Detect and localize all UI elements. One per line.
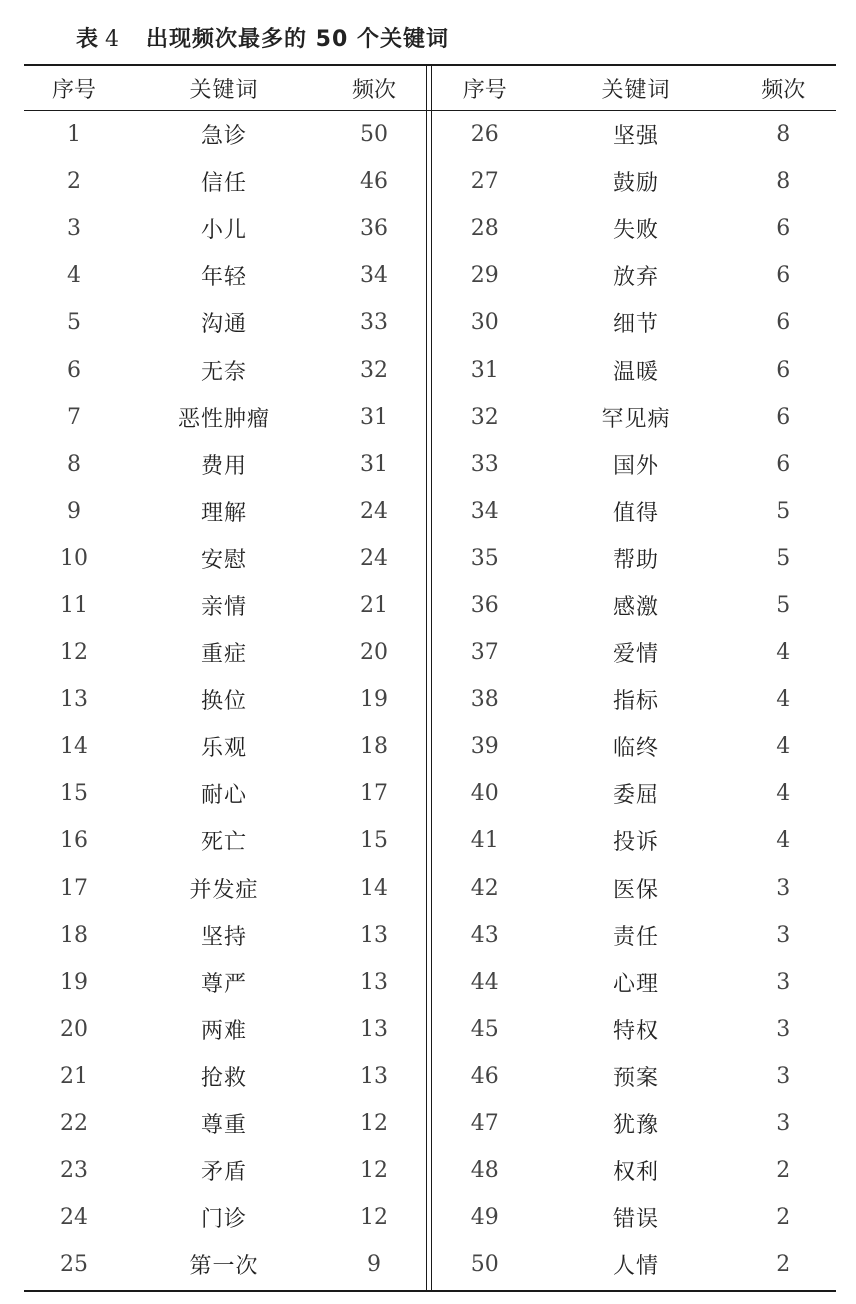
row-keyword: 恶性肿瘤 xyxy=(177,406,270,432)
row-keyword: 理解 xyxy=(200,500,247,526)
table-row xyxy=(432,676,832,723)
row-keyword: 小儿 xyxy=(200,218,247,244)
table-row xyxy=(432,817,832,864)
row-keyword: 医保 xyxy=(612,877,659,903)
row-keyword: 鼓励 xyxy=(612,171,659,197)
table-row xyxy=(432,111,832,158)
table-row xyxy=(432,770,832,817)
row-index: 32 xyxy=(470,404,499,430)
row-frequency: 17 xyxy=(360,781,388,807)
row-frequency: 19 xyxy=(360,687,388,713)
row-frequency: 2 xyxy=(776,1205,791,1231)
row-keyword: 信任 xyxy=(200,171,247,197)
row-frequency: 2 xyxy=(776,1252,791,1278)
row-index: 34 xyxy=(470,498,499,524)
row-index: 13 xyxy=(60,687,88,713)
row-index: 35 xyxy=(470,545,499,571)
row-keyword: 沟通 xyxy=(200,312,247,338)
table-row xyxy=(24,629,424,676)
row-index: 23 xyxy=(60,1158,88,1184)
row-frequency: 4 xyxy=(776,640,791,666)
row-keyword: 费用 xyxy=(200,453,247,479)
row-index: 33 xyxy=(470,451,499,477)
row-frequency: 31 xyxy=(360,451,388,477)
table-row xyxy=(24,1100,424,1147)
table-row xyxy=(432,1006,832,1053)
header-keyword: 关键词 xyxy=(189,77,259,103)
row-frequency: 46 xyxy=(360,169,388,195)
header-frequency: 频次 xyxy=(761,77,806,103)
row-index: 14 xyxy=(60,734,88,760)
row-keyword: 心理 xyxy=(612,971,659,997)
row-keyword: 坚强 xyxy=(612,124,659,150)
table-row xyxy=(432,346,832,393)
row-frequency: 2 xyxy=(776,1158,791,1184)
row-keyword: 责任 xyxy=(612,924,659,950)
row-frequency: 3 xyxy=(776,969,791,995)
table-row xyxy=(24,1006,424,1053)
row-keyword: 安慰 xyxy=(200,547,247,573)
row-index: 10 xyxy=(60,545,88,571)
row-keyword: 指标 xyxy=(612,689,659,715)
table-row xyxy=(24,723,424,770)
table-row xyxy=(432,252,832,299)
row-index: 26 xyxy=(470,122,499,148)
row-keyword: 委屈 xyxy=(612,783,659,809)
header-frequency: 频次 xyxy=(351,77,396,103)
row-frequency: 6 xyxy=(776,263,791,289)
row-index: 21 xyxy=(60,1063,88,1089)
table-header-row xyxy=(432,66,832,110)
table-row xyxy=(432,959,832,1006)
table-left-half xyxy=(24,66,424,1288)
row-keyword: 人情 xyxy=(612,1254,659,1280)
row-keyword: 死亡 xyxy=(200,830,247,856)
row-keyword: 帮助 xyxy=(612,547,659,573)
row-index: 46 xyxy=(470,1063,499,1089)
row-frequency: 24 xyxy=(360,498,388,524)
table-row xyxy=(24,865,424,912)
row-keyword: 第一次 xyxy=(189,1254,259,1280)
row-index: 42 xyxy=(470,875,499,901)
table-body-right xyxy=(432,111,832,1288)
row-frequency: 31 xyxy=(360,404,388,430)
row-index: 36 xyxy=(470,592,499,618)
table-row xyxy=(24,582,424,629)
table-row xyxy=(24,346,424,393)
table-row xyxy=(24,817,424,864)
table-row xyxy=(432,723,832,770)
row-frequency: 13 xyxy=(360,1063,388,1089)
row-frequency: 5 xyxy=(776,545,791,571)
table-row xyxy=(432,205,832,252)
table-row xyxy=(24,252,424,299)
table-caption xyxy=(76,22,449,58)
row-keyword: 投诉 xyxy=(612,830,659,856)
row-index: 28 xyxy=(470,216,499,242)
row-index: 4 xyxy=(67,263,81,289)
row-keyword: 耐心 xyxy=(200,783,247,809)
table-row xyxy=(432,865,832,912)
table-row xyxy=(432,1053,832,1100)
row-frequency: 20 xyxy=(360,640,388,666)
row-frequency: 3 xyxy=(776,1111,791,1137)
row-frequency: 14 xyxy=(360,875,388,901)
row-index: 6 xyxy=(67,357,81,383)
row-keyword: 错误 xyxy=(612,1207,659,1233)
table-row xyxy=(432,629,832,676)
row-index: 38 xyxy=(470,687,499,713)
row-keyword: 预案 xyxy=(612,1065,659,1091)
row-index: 12 xyxy=(60,640,88,666)
row-keyword: 细节 xyxy=(612,312,659,338)
row-frequency: 6 xyxy=(776,404,791,430)
row-frequency: 8 xyxy=(776,169,791,195)
table-row xyxy=(24,1241,424,1288)
row-keyword: 两难 xyxy=(200,1018,247,1044)
row-frequency: 6 xyxy=(776,216,791,242)
row-keyword: 无奈 xyxy=(200,359,247,385)
row-index: 5 xyxy=(67,310,81,336)
row-index: 19 xyxy=(60,969,88,995)
row-frequency: 24 xyxy=(360,545,388,571)
caption-prefix: 表 xyxy=(76,27,100,52)
row-keyword: 特权 xyxy=(612,1018,659,1044)
row-keyword: 放弃 xyxy=(612,265,659,291)
row-keyword: 急诊 xyxy=(200,124,247,150)
row-index: 3 xyxy=(67,216,81,242)
table-row xyxy=(24,205,424,252)
row-keyword: 值得 xyxy=(612,500,659,526)
caption-number: 4 xyxy=(105,27,121,52)
row-frequency: 8 xyxy=(776,122,791,148)
row-index: 47 xyxy=(470,1111,499,1137)
row-index: 9 xyxy=(67,498,81,524)
row-frequency: 12 xyxy=(360,1158,388,1184)
table-row xyxy=(432,299,832,346)
table-row xyxy=(432,441,832,488)
header-index: 序号 xyxy=(51,77,96,103)
row-keyword: 亲情 xyxy=(200,594,247,620)
table-row xyxy=(432,488,832,535)
table-row xyxy=(24,770,424,817)
table-row xyxy=(24,676,424,723)
table-row xyxy=(432,1100,832,1147)
row-frequency: 36 xyxy=(360,216,388,242)
row-index: 39 xyxy=(470,734,499,760)
row-keyword: 临终 xyxy=(612,736,659,762)
row-keyword: 并发症 xyxy=(189,877,259,903)
table-body-left xyxy=(24,111,424,1288)
table-row xyxy=(24,1147,424,1194)
row-keyword: 爱情 xyxy=(612,642,659,668)
row-index: 24 xyxy=(60,1205,88,1231)
row-keyword: 失败 xyxy=(612,218,659,244)
row-index: 31 xyxy=(470,357,499,383)
row-keyword: 年轻 xyxy=(200,265,247,291)
row-frequency: 3 xyxy=(776,875,791,901)
row-keyword: 坚持 xyxy=(200,924,247,950)
row-index: 48 xyxy=(470,1158,499,1184)
row-keyword: 尊严 xyxy=(200,971,247,997)
row-frequency: 6 xyxy=(776,451,791,477)
table-row xyxy=(432,912,832,959)
table-row xyxy=(432,535,832,582)
row-index: 17 xyxy=(60,875,88,901)
row-frequency: 34 xyxy=(360,263,388,289)
table-row xyxy=(24,441,424,488)
table-row xyxy=(432,1194,832,1241)
row-index: 43 xyxy=(470,922,499,948)
row-keyword: 罕见病 xyxy=(601,406,671,432)
header-index: 序号 xyxy=(462,77,507,103)
table-bottom-rule xyxy=(24,1290,836,1292)
row-index: 40 xyxy=(470,781,499,807)
row-frequency: 12 xyxy=(360,1205,388,1231)
row-index: 1 xyxy=(67,122,81,148)
row-frequency: 3 xyxy=(776,1063,791,1089)
row-index: 18 xyxy=(60,922,88,948)
row-keyword: 尊重 xyxy=(200,1113,247,1139)
row-frequency: 6 xyxy=(776,310,791,336)
table-right-half xyxy=(432,66,832,1288)
row-frequency: 4 xyxy=(776,734,791,760)
row-frequency: 3 xyxy=(776,922,791,948)
row-frequency: 21 xyxy=(360,592,388,618)
row-index: 30 xyxy=(470,310,499,336)
table-row xyxy=(24,535,424,582)
row-index: 45 xyxy=(470,1016,499,1042)
row-index: 29 xyxy=(470,263,499,289)
row-keyword: 犹豫 xyxy=(612,1113,659,1139)
table-row xyxy=(24,912,424,959)
row-index: 20 xyxy=(60,1016,88,1042)
table-row xyxy=(24,394,424,441)
table-row xyxy=(432,158,832,205)
row-frequency: 32 xyxy=(360,357,388,383)
row-index: 50 xyxy=(470,1252,499,1278)
row-index: 41 xyxy=(470,828,499,854)
row-frequency: 3 xyxy=(776,1016,791,1042)
row-frequency: 6 xyxy=(776,357,791,383)
row-keyword: 矛盾 xyxy=(200,1160,247,1186)
table-row xyxy=(24,1053,424,1100)
table-header-row xyxy=(24,66,424,110)
row-frequency: 13 xyxy=(360,1016,388,1042)
table-row xyxy=(24,959,424,1006)
row-index: 2 xyxy=(67,169,81,195)
row-index: 15 xyxy=(60,781,88,807)
table-row xyxy=(24,1194,424,1241)
row-frequency: 13 xyxy=(360,922,388,948)
row-index: 25 xyxy=(60,1252,88,1278)
row-keyword: 重症 xyxy=(200,642,247,668)
table-row xyxy=(24,488,424,535)
row-keyword: 国外 xyxy=(612,453,659,479)
header-keyword: 关键词 xyxy=(601,77,671,103)
table-row xyxy=(24,111,424,158)
row-index: 49 xyxy=(470,1205,499,1231)
table-row xyxy=(24,158,424,205)
row-keyword: 门诊 xyxy=(200,1207,247,1233)
row-frequency: 5 xyxy=(776,498,791,524)
row-frequency: 4 xyxy=(776,687,791,713)
table-row xyxy=(432,394,832,441)
row-keyword: 乐观 xyxy=(200,736,247,762)
row-index: 7 xyxy=(67,404,81,430)
row-frequency: 4 xyxy=(776,781,791,807)
row-frequency: 5 xyxy=(776,592,791,618)
row-frequency: 33 xyxy=(360,310,388,336)
caption-title: 出现频次最多的 50 个关键词 xyxy=(146,27,449,52)
row-keyword: 温暖 xyxy=(612,359,659,385)
row-index: 37 xyxy=(470,640,499,666)
row-index: 22 xyxy=(60,1111,88,1137)
row-frequency: 4 xyxy=(776,828,791,854)
row-frequency: 15 xyxy=(360,828,388,854)
row-keyword: 感激 xyxy=(612,594,659,620)
row-index: 16 xyxy=(60,828,88,854)
row-frequency: 12 xyxy=(360,1111,388,1137)
row-frequency: 50 xyxy=(360,122,388,148)
table-row xyxy=(432,1241,832,1288)
row-index: 44 xyxy=(470,969,499,995)
table-column-divider-left xyxy=(426,64,427,1292)
row-keyword: 抢救 xyxy=(200,1065,247,1091)
table-row xyxy=(432,582,832,629)
table-row xyxy=(432,1147,832,1194)
row-keyword: 权利 xyxy=(612,1160,659,1186)
row-index: 27 xyxy=(470,169,499,195)
row-keyword: 换位 xyxy=(200,689,247,715)
row-frequency: 9 xyxy=(367,1252,381,1278)
row-frequency: 13 xyxy=(360,969,388,995)
row-index: 8 xyxy=(67,451,81,477)
table-row xyxy=(24,299,424,346)
row-frequency: 18 xyxy=(360,734,388,760)
row-index: 11 xyxy=(60,592,88,618)
